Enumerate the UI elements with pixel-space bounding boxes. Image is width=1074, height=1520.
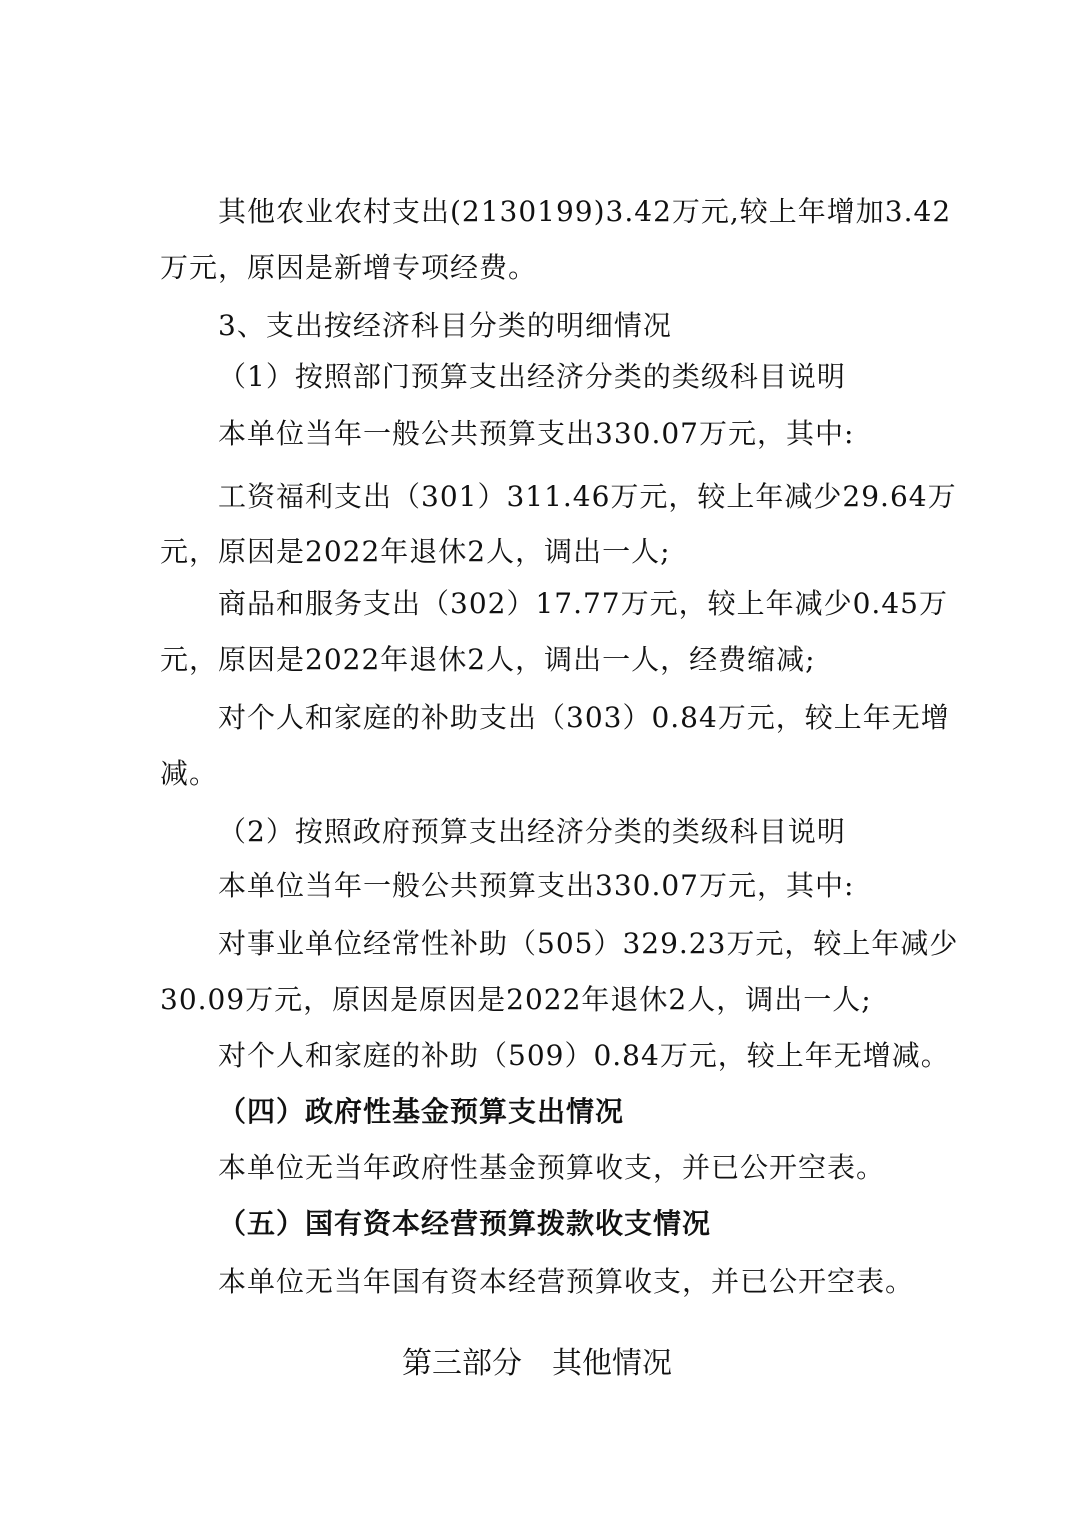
section-heading: （五）国有资本经营预算拨款收支情况 (218, 1207, 712, 1240)
paragraph-line: 元，原因是2022年退休2人，调出一人; (160, 535, 671, 568)
paragraph-line: 30.09万元，原因是原因是2022年退休2人，调出一人; (160, 983, 872, 1016)
paragraph-line: 万元，原因是新增专项经费。 (160, 251, 538, 284)
paragraph-line: 本单位当年一般公共预算支出330.07万元，其中: (218, 869, 855, 902)
paragraph-line: 工资福利支出（301）311.46万元，较上年减少29.64万 (218, 480, 957, 513)
paragraph-line: （2）按照政府预算支出经济分类的类级科目说明 (218, 815, 846, 848)
paragraph-line: 对事业单位经常性补助（505）329.23万元，较上年减少 (218, 927, 959, 960)
section-heading: （四）政府性基金预算支出情况 (218, 1095, 625, 1128)
paragraph-line: 商品和服务支出（302）17.77万元，较上年减少0.45万 (218, 587, 948, 620)
part-title: 第三部分 其他情况 (402, 1346, 672, 1381)
paragraph-line: （1）按照部门预算支出经济分类的类级科目说明 (218, 360, 846, 393)
paragraph-line: 其他农业农村支出(2130199)3.42万元,较上年增加3.42 (218, 195, 952, 228)
paragraph-line: 减。 (160, 757, 219, 790)
paragraph-line: 本单位无当年国有资本经营预算收支，并已公开空表。 (218, 1265, 915, 1298)
paragraph-line: 对个人和家庭的补助（509）0.84万元，较上年无增减。 (218, 1039, 950, 1072)
paragraph-line: 元，原因是2022年退休2人，调出一人，经费缩减; (160, 643, 816, 676)
paragraph-line: 本单位无当年政府性基金预算收支，并已公开空表。 (218, 1151, 886, 1184)
paragraph-line: 3、支出按经济科目分类的明细情况 (218, 309, 672, 342)
paragraph-line: 本单位当年一般公共预算支出330.07万元，其中: (218, 417, 855, 450)
paragraph-line: 对个人和家庭的补助支出（303）0.84万元，较上年无增 (218, 701, 950, 734)
